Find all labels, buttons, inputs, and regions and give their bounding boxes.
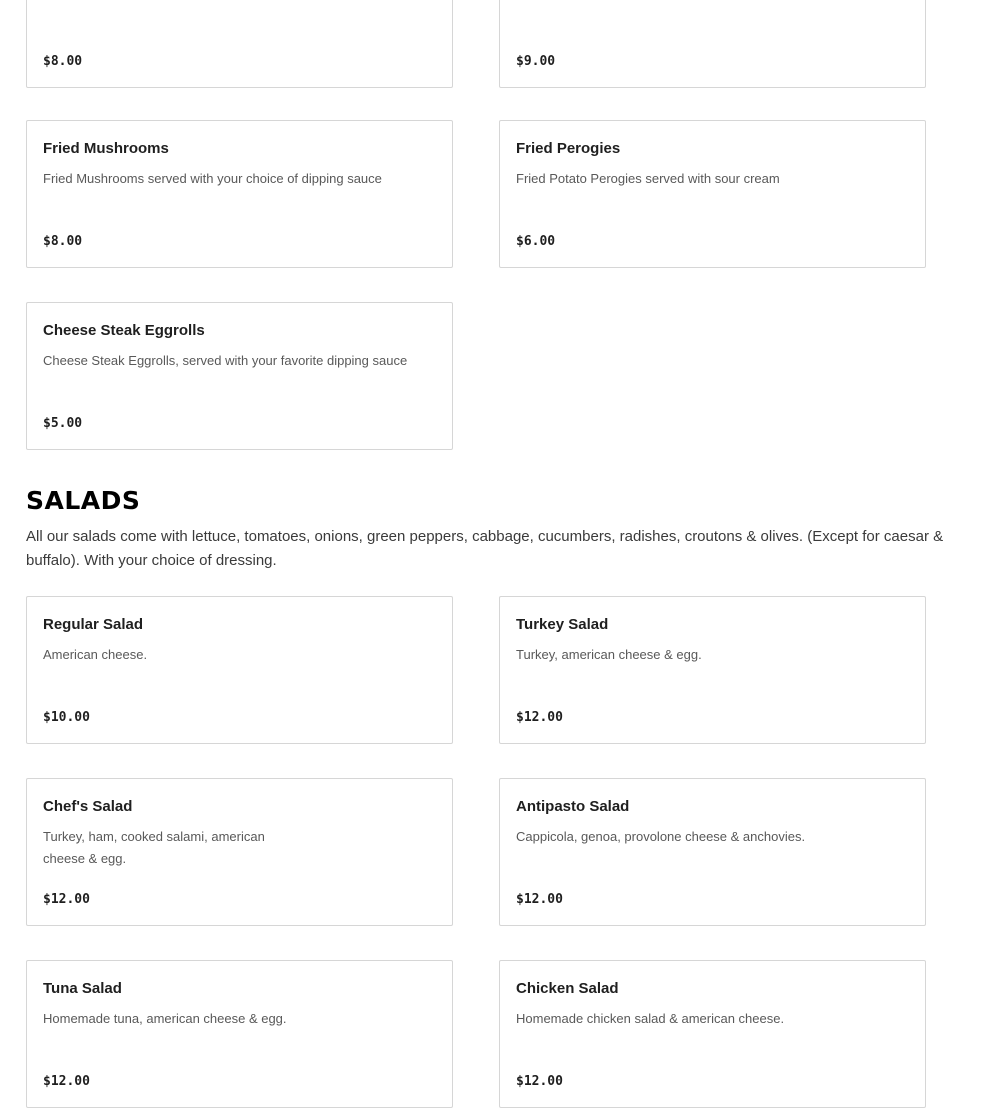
menu-item-cheese-steak-eggrolls[interactable]: [26, 302, 453, 450]
menu-item-price: $6.00: [516, 234, 556, 249]
menu-item-fried-perogies[interactable]: [499, 120, 926, 268]
menu-item-description: American cheese.: [43, 647, 148, 662]
menu-item-price: $12.00: [516, 710, 563, 725]
menu-item-price: $12.00: [516, 1074, 563, 1089]
menu-item-chicken-salad[interactable]: [499, 960, 926, 1108]
menu-item-name: Antipasto Salad: [516, 798, 630, 815]
menu-item-name: Fried Mushrooms: [43, 140, 169, 157]
menu-item-name: Chef's Salad: [43, 798, 133, 815]
menu-item-card[interactable]: [499, 0, 926, 88]
section-description-salads: All our salads come with lettuce, tomatoes, onions, green peppers, cabbage, cucumbers, radishes, croutons & olives. (Except for caesar & buffalo). With your choice of dressing.: [26, 528, 944, 569]
menu-item-price: $9.00: [516, 54, 556, 69]
menu-item-description: Fried Potato Perogies served with sour cream: [516, 171, 780, 186]
menu-item-price: $10.00: [43, 710, 90, 725]
menu-item-chefs-salad[interactable]: [26, 778, 453, 926]
menu-item-price: $12.00: [516, 892, 563, 907]
menu-item-price: $12.00: [43, 1074, 90, 1089]
menu-item-name: Tuna Salad: [43, 980, 122, 997]
menu-item-price: $8.00: [43, 234, 83, 249]
menu-item-card[interactable]: [26, 0, 453, 88]
menu-item-name: Chicken Salad: [516, 980, 619, 997]
menu-item-turkey-salad[interactable]: [499, 596, 926, 744]
menu-item-name: Turkey Salad: [516, 616, 609, 633]
menu-item-antipasto-salad[interactable]: [499, 778, 926, 926]
menu-item-description: Homemade tuna, american cheese & egg.: [43, 1011, 287, 1026]
menu-item-description: Turkey, american cheese & egg.: [516, 647, 702, 662]
menu-item-price: $12.00: [43, 892, 90, 907]
menu-item-description: Homemade chicken salad & american cheese.: [516, 1011, 785, 1026]
menu-item-price: $5.00: [43, 416, 83, 431]
menu-item-tuna-salad[interactable]: [26, 960, 453, 1108]
menu-item-regular-salad[interactable]: [26, 596, 453, 744]
menu-item-name: Cheese Steak Eggrolls: [43, 322, 205, 339]
menu-item-name: Fried Perogies: [516, 140, 621, 157]
menu-item-description: Cappicola, genoa, provolone cheese & anchovies.: [516, 829, 806, 844]
menu-item-description: Turkey, ham, cooked salami, american cheese & egg.: [43, 829, 265, 866]
menu-item-fried-mushrooms[interactable]: [26, 120, 453, 268]
menu-item-price: $8.00: [43, 54, 83, 69]
menu-item-description: Fried Mushrooms served with your choice of dipping sauce: [43, 171, 382, 186]
menu-item-description: Cheese Steak Eggrolls, served with your favorite dipping sauce: [43, 353, 408, 368]
section-title-salads: SALADS: [26, 486, 141, 515]
menu-item-name: Regular Salad: [43, 616, 144, 633]
